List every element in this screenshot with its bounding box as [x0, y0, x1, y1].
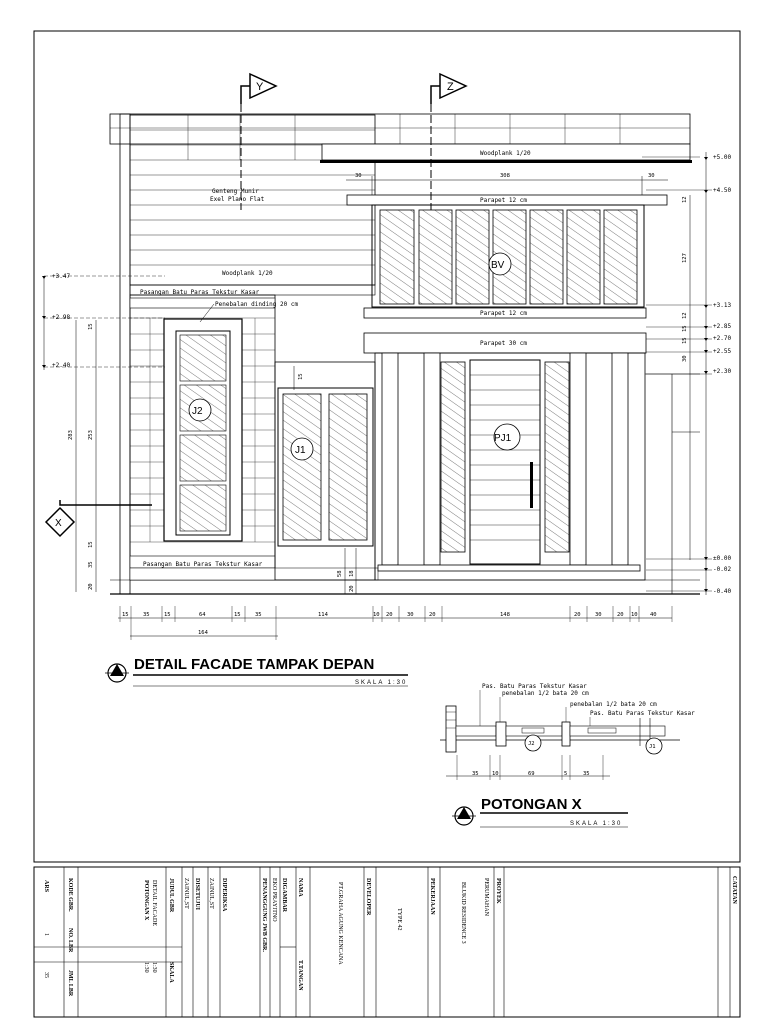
section-marker-z	[431, 74, 466, 210]
tb-disetujui: DISETUJUI	[194, 878, 200, 911]
dim-l-1: 283	[68, 430, 74, 440]
level-r-1: +4.50	[713, 187, 732, 194]
level-r-7: ±0.00	[713, 555, 732, 562]
tb-judul-gbr: JUDUL GBR	[168, 878, 174, 913]
dim-t-2: 30	[648, 173, 655, 179]
dim-r-4: 15	[682, 337, 688, 344]
level-r-2: +3.13	[713, 302, 732, 309]
dim-m-0: 15	[298, 373, 304, 380]
dim-t-0: 30	[355, 173, 362, 179]
dim-m-2: 18	[349, 570, 355, 577]
dim-r-1: 127	[682, 253, 688, 263]
dim-r-0: 12	[682, 196, 688, 203]
section-marker-x-label: X	[55, 518, 62, 529]
label-parapet-30: Parapet 30 cm	[480, 340, 527, 347]
label-roof-note-2: Exel Plano Flat	[210, 196, 265, 203]
potongan-note-2: penebalan 1/2 bata 20 cm	[570, 701, 657, 708]
tag-pj1: PJ1	[494, 433, 512, 444]
tb-zainul-2: ZAINUL,ST	[208, 878, 214, 909]
dim-b-16: 40	[650, 612, 657, 618]
tb-ars: ARS	[43, 880, 49, 893]
level-r-5: +2.55	[713, 348, 732, 355]
level-r-0: +5.00	[713, 154, 732, 161]
left-levels	[52, 273, 70, 369]
tb-ttangan: T.TANGAN	[297, 960, 303, 991]
dim-b-15: 10	[631, 612, 638, 618]
dim-l-5: 20	[88, 583, 94, 590]
label-woodplank-top: Woodplank 1/20	[480, 150, 531, 157]
tb-skala-val-2: 1:30	[143, 962, 149, 973]
title-block-border	[34, 867, 740, 1017]
label-batu-top: Pasangan Batu Paras Tekstur Kasar	[140, 289, 260, 296]
dim-164: 164	[198, 630, 208, 636]
tb-penanggung: PENANGGUNG JWB GBR.	[261, 878, 267, 952]
facade-title: DETAIL FACADE TAMPAK DEPAN	[134, 656, 375, 673]
dim-b-2: 15	[164, 612, 171, 618]
tag-j2: J2	[192, 406, 203, 417]
section-marker-y-label: Y	[256, 81, 264, 93]
potongan-dim-3: 5	[564, 771, 568, 777]
facade-elevation	[42, 74, 731, 640]
label-roof-note-1: Genteng Munir	[212, 188, 259, 195]
level-r-4: +2.70	[713, 335, 732, 342]
dim-b-13: 30	[595, 612, 602, 618]
tb-eko: EKO PRAYITNO	[271, 878, 277, 922]
label-woodplank-mid: Woodplank 1/20	[222, 270, 273, 277]
dim-l-0: 15	[88, 323, 94, 330]
tb-zainul-1: ZAINUL,ST	[183, 878, 189, 909]
left-dims	[68, 323, 94, 590]
dim-l-2: 253	[88, 430, 94, 440]
tb-digambar: DIGAMBAR	[281, 878, 287, 912]
dim-b-4: 15	[234, 612, 241, 618]
potongan-dim-1: 10	[492, 771, 499, 777]
right-dims	[682, 196, 688, 362]
tb-catatan: CATATAN	[731, 876, 737, 904]
section-marker-z-label: Z	[447, 81, 454, 93]
dim-m-3: 20	[349, 585, 355, 592]
dim-b-0: 15	[122, 612, 129, 618]
section-marker-x	[46, 500, 152, 536]
tb-skala: SKALA	[168, 962, 174, 983]
tb-skala-val-1: 1:30	[151, 962, 157, 973]
tb-perumahan: PERUMAHAN	[483, 878, 489, 917]
tb-no-lbr: NO. LBR	[67, 928, 73, 953]
label-parapet-12-top: Parapet 12 cm	[480, 197, 527, 204]
level-l-2: +2.40	[52, 362, 71, 369]
tb-diperiksa: DIPERIKSA	[221, 878, 227, 912]
potongan-dim-2: 69	[528, 771, 535, 777]
tag-j1: J1	[295, 445, 306, 456]
dim-m-1: 58	[337, 570, 343, 577]
bottom-dims	[122, 612, 657, 636]
tb-developer-val: PT.GRAHA AGUNG KENCANA	[337, 882, 343, 965]
potongan-title: POTONGAN X	[481, 796, 582, 813]
potongan-note-3: Pas. Batu Paras Tekstur Kasar	[590, 710, 695, 717]
dim-b-8: 20	[386, 612, 393, 618]
tb-proyek: PROYEK	[495, 878, 501, 904]
potongan-dim-0: 35	[472, 771, 479, 777]
top-dims	[355, 173, 655, 179]
label-penebalan: Penebalan dinding 20 cm	[215, 301, 299, 308]
tag-bv: BV	[491, 260, 505, 271]
dim-b-6: 114	[318, 612, 328, 618]
tb-type: TYPE 42	[396, 908, 402, 931]
dim-b-1: 35	[143, 612, 150, 618]
potongan-note-1: penebalan 1/2 bata 20 cm	[502, 690, 589, 697]
j2-window	[164, 319, 242, 541]
dim-l-4: 35	[88, 561, 94, 568]
right-levels	[713, 154, 731, 595]
tb-proyek-val: BLUKID RESIDENCE 3	[460, 882, 466, 944]
dim-b-14: 20	[617, 612, 624, 618]
level-l-1: +2.98	[52, 314, 71, 321]
potongan-tag-j2: J2	[528, 741, 535, 747]
tb-jml-lbr-val: 35	[43, 972, 49, 978]
tb-judul-val-1: DETAIL FACADE	[151, 880, 157, 927]
tb-nama: NAMA	[297, 878, 303, 897]
dim-b-7: 10	[373, 612, 380, 618]
tb-judul-val-2: POTONGAN X	[143, 880, 149, 921]
dim-r-3: 15	[682, 325, 688, 332]
dim-t-1: 308	[500, 173, 510, 179]
potongan-dim-4: 35	[583, 771, 590, 777]
pj1-door	[470, 360, 540, 564]
title-block	[34, 867, 730, 1017]
dim-b-3: 64	[199, 612, 206, 618]
facade-scale: SKALA 1:30	[355, 680, 408, 686]
dim-b-10: 20	[429, 612, 436, 618]
level-r-9: -0.40	[713, 588, 732, 595]
tb-kode-gbr: KODE GBR.	[67, 878, 73, 912]
dim-b-9: 30	[407, 612, 414, 618]
tb-pekerjaan: PEKERJAAN	[429, 878, 435, 915]
dim-b-12: 20	[574, 612, 581, 618]
dim-r-5: 30	[682, 355, 688, 362]
dim-l-3: 15	[88, 541, 94, 548]
potongan-tag-j1: J1	[649, 744, 656, 750]
j1-window	[275, 362, 375, 580]
level-r-8: -0.02	[713, 566, 732, 573]
dim-r-2: 12	[682, 312, 688, 319]
dim-b-5: 35	[255, 612, 262, 618]
tb-no-lbr-val: 1	[43, 933, 49, 936]
tb-developer: DEVELOPER	[365, 878, 371, 916]
tb-jml-lbr: JML LBR	[67, 970, 73, 997]
dim-b-11: 148	[500, 612, 510, 618]
level-l-0: +3.47	[52, 273, 71, 280]
level-r-3: +2.85	[713, 323, 732, 330]
label-parapet-12-mid: Parapet 12 cm	[480, 310, 527, 317]
potongan-scale: SKALA 1:30	[570, 821, 623, 827]
potongan-note-0: Pas. Batu Paras Tekstur Kasar	[482, 683, 587, 690]
level-r-6: +2.30	[713, 368, 732, 375]
label-batu-bottom: Pasangan Batu Paras Tekstur Kasar	[143, 561, 263, 568]
